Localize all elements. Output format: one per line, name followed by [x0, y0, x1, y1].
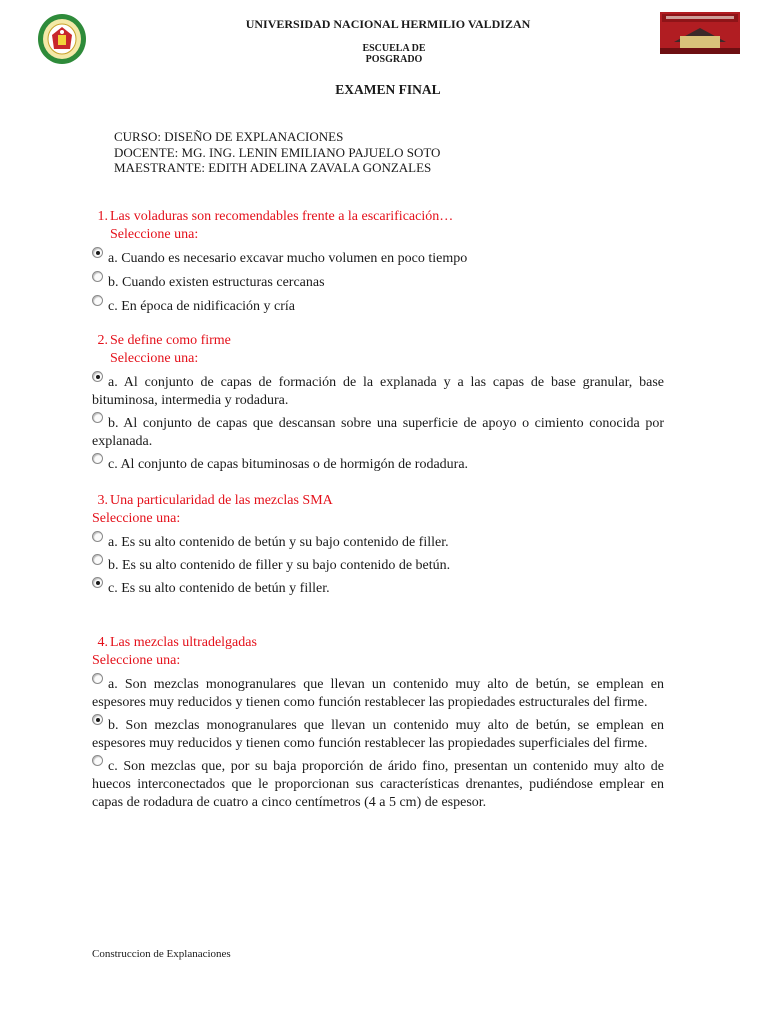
option-label: b. Es su alto contenido de filler y su bajo contenido de betún.	[108, 558, 451, 573]
option-b[interactable]	[92, 415, 664, 451]
option-label: a. Es su alto contenido de betún y su bajo contenido de filler.	[108, 535, 449, 550]
question-title	[92, 208, 664, 226]
radio-button[interactable]	[92, 755, 103, 766]
question-text: Las voladuras son recomendables frente a la escarificación…	[110, 209, 454, 224]
select-one-label: Seleccione una:	[92, 653, 181, 668]
option-c[interactable]	[92, 758, 664, 812]
exam-title: EXAMEN FINAL	[335, 82, 441, 97]
radio-button[interactable]	[92, 271, 103, 282]
select-one-label: Seleccione una:	[92, 511, 181, 526]
radio-button[interactable]	[92, 412, 103, 423]
option-label: a. Al conjunto de capas de formación de la explanada y a las capas de base granular, base bituminosa, intermedia y rodadura.	[92, 375, 664, 408]
option-label: b. Son mezclas monogranulares que llevan un contenido muy alto de betún, se emplean en espesores muy reducidos y tienen como función restablecer las propiedades superficiales del firme.	[92, 718, 664, 751]
option-a[interactable]	[92, 250, 664, 268]
radio-button[interactable]	[92, 531, 103, 542]
option-a[interactable]	[92, 676, 664, 712]
option-label: a. Cuando es necesario excavar mucho volumen en poco tiempo	[108, 251, 468, 266]
question-number: 2.	[97, 333, 108, 348]
course-name: CURSO: DISEÑO DE EXPLANACIONES	[114, 129, 344, 144]
option-label: c. Es su alto contenido de betún y filler.	[108, 581, 330, 596]
question-text: Se define como firme	[110, 333, 231, 348]
question-3	[92, 492, 664, 598]
student-name: MAESTRANTE: EDITH ADELINA ZAVALA GONZALES	[114, 160, 432, 175]
select-one-label: Seleccione una:	[110, 351, 199, 366]
option-label: c. Al conjunto de capas bituminosas o de hormigón de rodadura.	[108, 457, 469, 472]
question-number: 4.	[97, 635, 108, 650]
page-footer: Construccion de Explanaciones	[92, 948, 231, 960]
option-b[interactable]	[92, 274, 664, 292]
university-name: UNIVERSIDAD NACIONAL HERMILIO VALDIZAN	[245, 17, 531, 31]
option-c[interactable]	[92, 456, 664, 474]
radio-button-checked[interactable]	[92, 714, 103, 725]
teacher-name: DOCENTE: MG. ING. LENIN EMILIANO PAJUELO SOTO	[114, 144, 441, 160]
question-number: 3.	[97, 493, 108, 508]
option-c[interactable]	[92, 298, 664, 316]
radio-button[interactable]	[92, 673, 103, 684]
school-name-line1: ESCUELA DE	[362, 43, 426, 54]
option-a[interactable]	[92, 374, 664, 410]
option-a[interactable]	[92, 534, 664, 552]
radio-button[interactable]	[92, 453, 103, 464]
course-info	[114, 129, 440, 176]
radio-button-checked[interactable]	[92, 371, 103, 382]
option-b[interactable]	[92, 557, 664, 575]
question-title	[92, 492, 664, 510]
question-number: 1.	[97, 209, 108, 224]
radio-button-checked[interactable]	[92, 577, 103, 588]
radio-button[interactable]	[92, 554, 103, 565]
school-name-line2: POSGRADO	[365, 54, 423, 65]
option-label: c. Son mezclas que, por su baja proporción de árido fino, presentan un contenido muy alto de huecos interconectados que le proporcionan sus características drenantes, pudiéndose emplear en capas de rodadura de cuatro a cinco centímetros (4 a 5 cm) de espesor.	[92, 759, 664, 810]
question-text: Las mezclas ultradelgadas	[110, 635, 257, 650]
question-title	[92, 634, 664, 652]
question-title	[92, 332, 664, 350]
option-label: b. Cuando existen estructuras cercanas	[108, 275, 325, 290]
question-text: Una particularidad de las mezclas SMA	[110, 493, 333, 508]
radio-button[interactable]	[92, 295, 103, 306]
school-name	[10, 43, 768, 65]
option-label: a. Son mezclas monogranulares que llevan un contenido muy alto de betún, se emplean en espesores muy reducidos y tienen como función restablecer las propiedades estructurales del firme.	[92, 677, 664, 710]
question-2	[92, 332, 664, 474]
question-1	[92, 208, 664, 316]
select-one-label: Seleccione una:	[110, 227, 199, 242]
option-label: b. Al conjunto de capas que descansan sobre una superficie de apoyo o cimiento conocida por explanada.	[92, 416, 664, 449]
radio-button-checked[interactable]	[92, 247, 103, 258]
question-4	[92, 634, 664, 812]
option-c[interactable]	[92, 580, 664, 598]
option-b[interactable]	[92, 717, 664, 753]
option-label: c. En época de nidificación y cría	[108, 299, 295, 314]
